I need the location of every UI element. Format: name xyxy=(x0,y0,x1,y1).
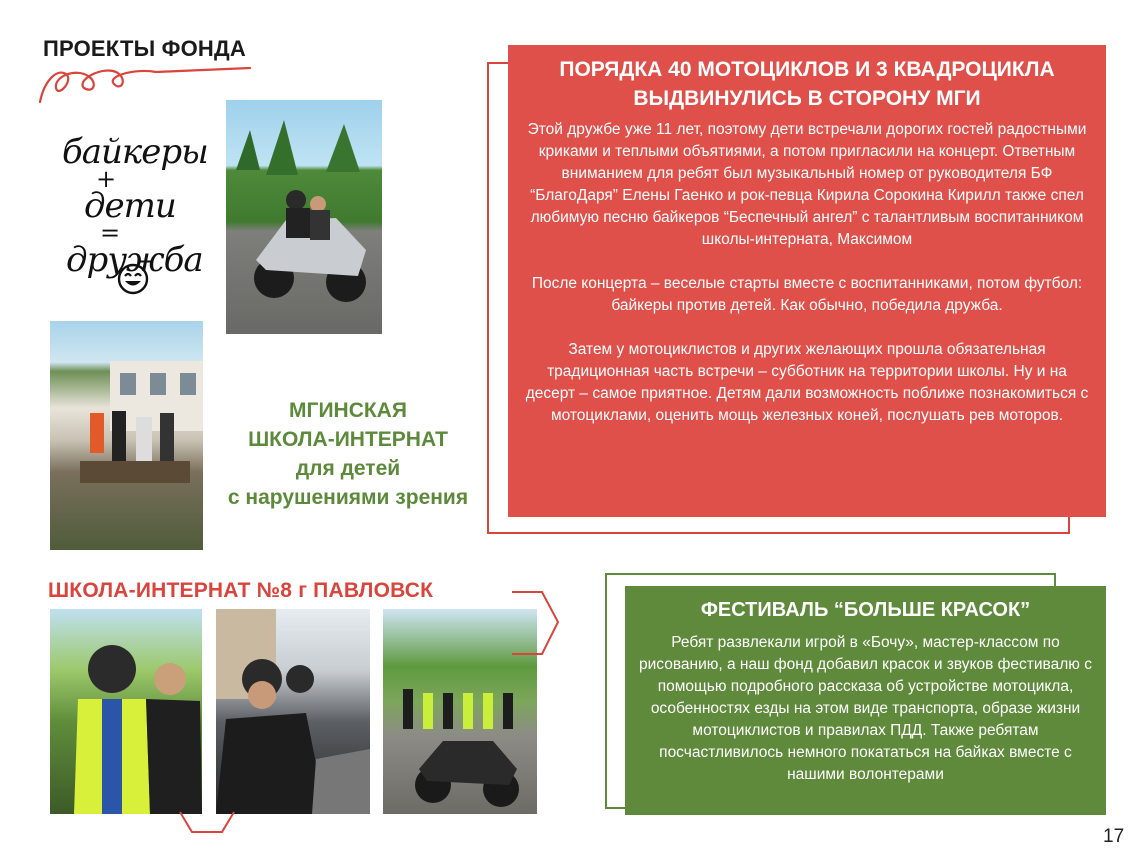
page-title: ПРОЕКТЫ ФОНДА xyxy=(43,36,246,61)
green-info-panel xyxy=(625,586,1106,815)
page-number: 17 xyxy=(1103,826,1125,847)
handwriting-equals: = xyxy=(100,219,120,247)
handwriting-line-kids: дети xyxy=(84,186,176,226)
hexagon-decoration xyxy=(496,588,560,658)
red-panel-paragraph-3: Затем у мотоциклистов и других желающих прошла обязательная традиционная часть встречи – субботник на территории школы. Ну и на десерт – самое приятное. Детям дали возможность поближе познакомиться с мотоциклами, оценить мощь железных коней, послушать рев моторов. xyxy=(525,341,1089,424)
section-heading-pavlovsk: ШКОЛА-ИНТЕРНАТ №8 г ПАВЛОВСК xyxy=(48,579,434,602)
school-label-line3: для детей xyxy=(295,457,401,480)
school-label-line2: ШКОЛА-ИНТЕРНАТ xyxy=(248,428,448,451)
red-panel-paragraph-2: После концерта – веселые старты вместе с воспитанниками, потом футбол: байкеры против детей. Как обычно, победила дружба. xyxy=(531,275,1083,314)
photo-kid-helmet xyxy=(50,609,202,814)
hexagon-decoration-bottom xyxy=(176,788,240,836)
handwritten-note xyxy=(62,132,208,280)
photo-biker-smiling xyxy=(216,609,370,814)
handwriting-plus: + xyxy=(96,165,116,193)
red-panel-title: ПОРЯДКА 40 МОТОЦИКЛОВ И 3 КВАДРОЦИКЛА ВЫДВИНУЛИСЬ В СТОРОНУ МГИ xyxy=(559,58,1055,110)
green-panel-body: Ребят развлекали игрой в «Бочу», мастер-классом по рисованию, а наш фонд добавил красок и звуков фестивалю с помощью подробного рассказа об устройстве мотоцикла, особенностях езды на этом виде транспорта, образе жизни мотоциклистов и правилах ПДД. Также ребятам посчастливилось немного покататься на байках вместе с нашими волонтерами xyxy=(639,634,1092,783)
smiley-icon xyxy=(116,262,150,296)
red-panel-paragraph-1: Этой дружбе уже 11 лет, поэтому дети встречали дорогих гостей радостными криками и теплыми объятиями, а потом пригласили на концерт. Ответным вниманием для ребят был музыкальный номер от руководителя БФ “БлагоДаря” Елены Гаенко и рок-певца Кирила Сорокина Кирилл также спел любимую песню байкеров “Беспечный ангел” с талантливым воспитанником школы-интерната, Максимом xyxy=(527,121,1087,248)
school-label-line4: с нарушениями зрения xyxy=(227,486,469,509)
scribble-decoration xyxy=(36,58,256,110)
photo-school-subbotnik xyxy=(50,321,203,550)
handwriting-line-bikers: байкеры xyxy=(62,132,208,172)
school-label xyxy=(210,396,486,512)
green-panel-title: ФЕСТИВАЛЬ “БОЛЬШЕ КРАСОК” xyxy=(700,599,1031,621)
handwriting-line-friendship: дружба xyxy=(66,240,203,280)
photo-motorcycle-riders xyxy=(226,100,382,334)
red-info-panel xyxy=(508,45,1106,517)
school-label-line1: МГИНСКАЯ xyxy=(289,399,407,422)
